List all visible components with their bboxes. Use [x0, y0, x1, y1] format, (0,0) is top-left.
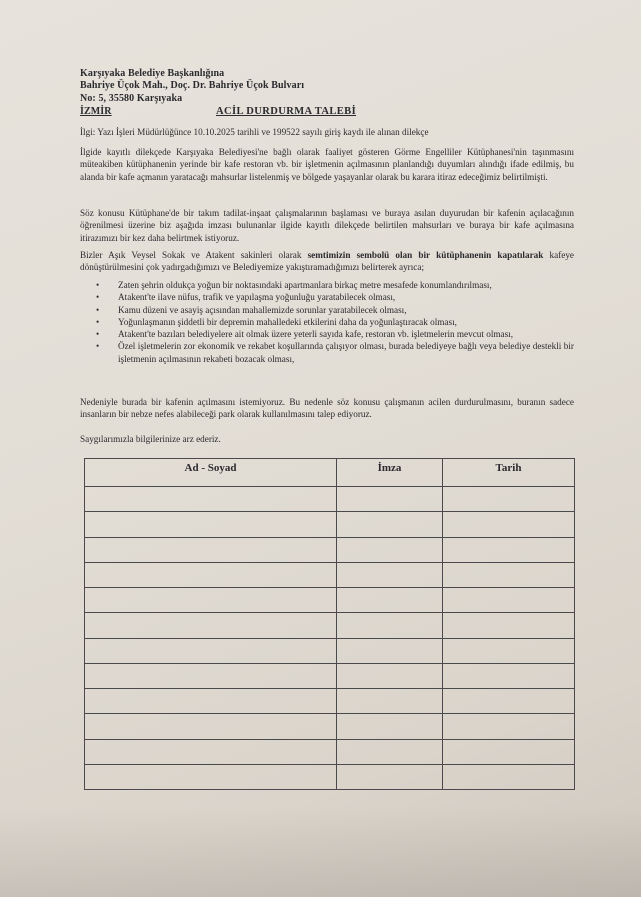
signature-cell	[337, 537, 443, 562]
bullet-icon: •	[96, 292, 100, 303]
list-item: • Özel işletmelerin zor ekonomik ve rekabet koşullarında çalışıyor olması, burada belediyeye bağlı veya belediye destekli bir işletmenin açılmasının rekabeti bozacak olması,	[96, 341, 574, 364]
address-street: Bahriye Üçok Mah., Doç. Dr. Bahriye Üçok Bulvarı	[80, 80, 305, 91]
name-cell	[85, 562, 337, 587]
objection-list	[80, 279, 574, 365]
address-city: İZMİR	[80, 106, 112, 117]
document-title: ACİL DURDURMA TALEBİ	[216, 106, 357, 117]
bullet-icon: •	[96, 280, 100, 290]
list-item: • Yoğunlaşmanın şiddetli bir depremin mahalledeki etkilerini daha da yoğunlaştıracak olması,	[96, 316, 457, 327]
signature-cell	[337, 638, 443, 663]
name-cell	[85, 714, 337, 739]
date-cell	[443, 663, 575, 688]
paragraph-3-emphasis: semtimizin sembolü olan bir kütüphanenin kapatılarak	[307, 250, 544, 260]
date-cell	[443, 537, 575, 562]
paragraph-2: Söz konusu Kütüphane'de bir takım tadilat-inşaat çalışmalarının başlaması ve buraya asılan duyurudan bir kafenin açılacağının öğrenilmesi üzerine biz aşağıda imzası bulunanlar ilgide kayıtlı dilekçede belirtilen mahsurları ve buraya bir kafe açılmasına itirazımızı bir kez daha belirtmek istiyoruz.	[80, 208, 574, 243]
bullet-icon: •	[96, 304, 100, 315]
header-name: Ad - Soyad	[85, 459, 337, 487]
paragraph-4: Nedeniyle burada bir kafenin açılmasını istemiyoruz. Bu nedenle söz konusu çalışmanın acilen durdurulmasını, buranın sadece insanların bir nebze nefes alabileceği park olarak kullanılmasını talep ediyoruz.	[80, 397, 574, 420]
signature-cell	[337, 487, 443, 512]
table-row	[85, 663, 575, 688]
table-row	[85, 739, 575, 764]
signature-cell	[337, 663, 443, 688]
date-cell	[443, 764, 575, 789]
header-signature: İmza	[337, 459, 443, 487]
date-cell	[443, 689, 575, 714]
address-postal: No: 5, 35580 Karşıyaka	[80, 93, 183, 104]
paragraph-3-start: Bizler Aşık Veysel Sokak ve Atakent sakinleri olarak	[80, 250, 308, 260]
name-cell	[85, 638, 337, 663]
date-cell	[443, 714, 575, 739]
table-row	[85, 613, 575, 638]
name-cell	[85, 689, 337, 714]
date-cell	[443, 562, 575, 587]
signature-cell	[337, 714, 443, 739]
signature-cell	[337, 562, 443, 587]
date-cell	[443, 487, 575, 512]
photo-shadow	[0, 807, 641, 897]
list-item: • Atakent'te bazıları belediyelere ait olmak üzere yeterli sayıda kafe, restoran vb. işletmelerin mevcut olması,	[96, 329, 514, 340]
table-header-row	[85, 459, 575, 487]
signature-cell	[337, 764, 443, 789]
table-row	[85, 562, 575, 587]
name-cell	[85, 588, 337, 613]
table-row	[85, 512, 575, 537]
name-cell	[85, 537, 337, 562]
signature-rows	[85, 487, 575, 790]
table-row	[85, 487, 575, 512]
signature-cell	[337, 512, 443, 537]
date-cell	[443, 588, 575, 613]
header-date: Tarih	[443, 459, 575, 487]
reference-line: İlgi: Yazı İşleri Müdürlüğünce 10.10.2025 tarihli ve 199522 sayılı giriş kaydı ile alınan dilekçe	[80, 127, 429, 137]
table-row	[85, 638, 575, 663]
table-row	[85, 689, 575, 714]
table-row	[85, 537, 575, 562]
paragraph-3	[80, 249, 574, 274]
signature-cell	[337, 613, 443, 638]
signature-cell	[337, 689, 443, 714]
bullet-icon: •	[96, 341, 100, 352]
bullet-icon: •	[96, 329, 100, 340]
name-cell	[85, 739, 337, 764]
list-item: • Zaten şehrin oldukça yoğun bir noktasındaki apartmanlara birkaç metre mesafede konumlandırılması,	[96, 280, 492, 290]
date-cell	[443, 739, 575, 764]
name-cell	[85, 512, 337, 537]
table-row	[85, 714, 575, 739]
signature-cell	[337, 588, 443, 613]
table-row	[85, 764, 575, 789]
bullet-icon: •	[96, 316, 100, 327]
date-cell	[443, 613, 575, 638]
name-cell	[85, 663, 337, 688]
paragraph-3-end: kafeye dönüştürülmesini çok yadırgadığımızı ve Belediyemize yakıştıramadığımızı belirterek ayrıca;	[80, 250, 574, 273]
date-cell	[443, 638, 575, 663]
list-item: • Atakent'te ilave nüfus, trafik ve yapılaşma yoğunluğu yaratabilecek olması,	[96, 292, 396, 303]
list-item: • Kamu düzeni ve asayiş açısından mahallemizde sorunlar yaratabilecek olması,	[96, 304, 407, 315]
addressee: Karşıyaka Belediye Başkanlığına	[80, 68, 225, 79]
closing-line: Saygılarımızla bilgilerinize arz ederiz.	[80, 434, 221, 444]
name-cell	[85, 487, 337, 512]
name-cell	[85, 764, 337, 789]
table-row	[85, 588, 575, 613]
date-cell	[443, 512, 575, 537]
paragraph-1: İlgide kayıtlı dilekçede Karşıyaka Belediyesi'ne bağlı olarak faaliyet gösteren Görme Engelliler Kütüphanesi'nin taşınmasını müteakiben kütüphanenin yerinde bir kafe restoran vb. bir işletmenin açılmasının planlandığı duyumları alındığı ifade edilmiş, bu alanda bir kafe açmanın yaratacağı mahsurlar listelenmiş ve bölgede yaşayanlar olarak bu karara itiraz edeceğimiz belirtilmişti.	[80, 147, 574, 182]
signature-cell	[337, 739, 443, 764]
name-cell	[85, 613, 337, 638]
signature-table	[84, 458, 575, 790]
